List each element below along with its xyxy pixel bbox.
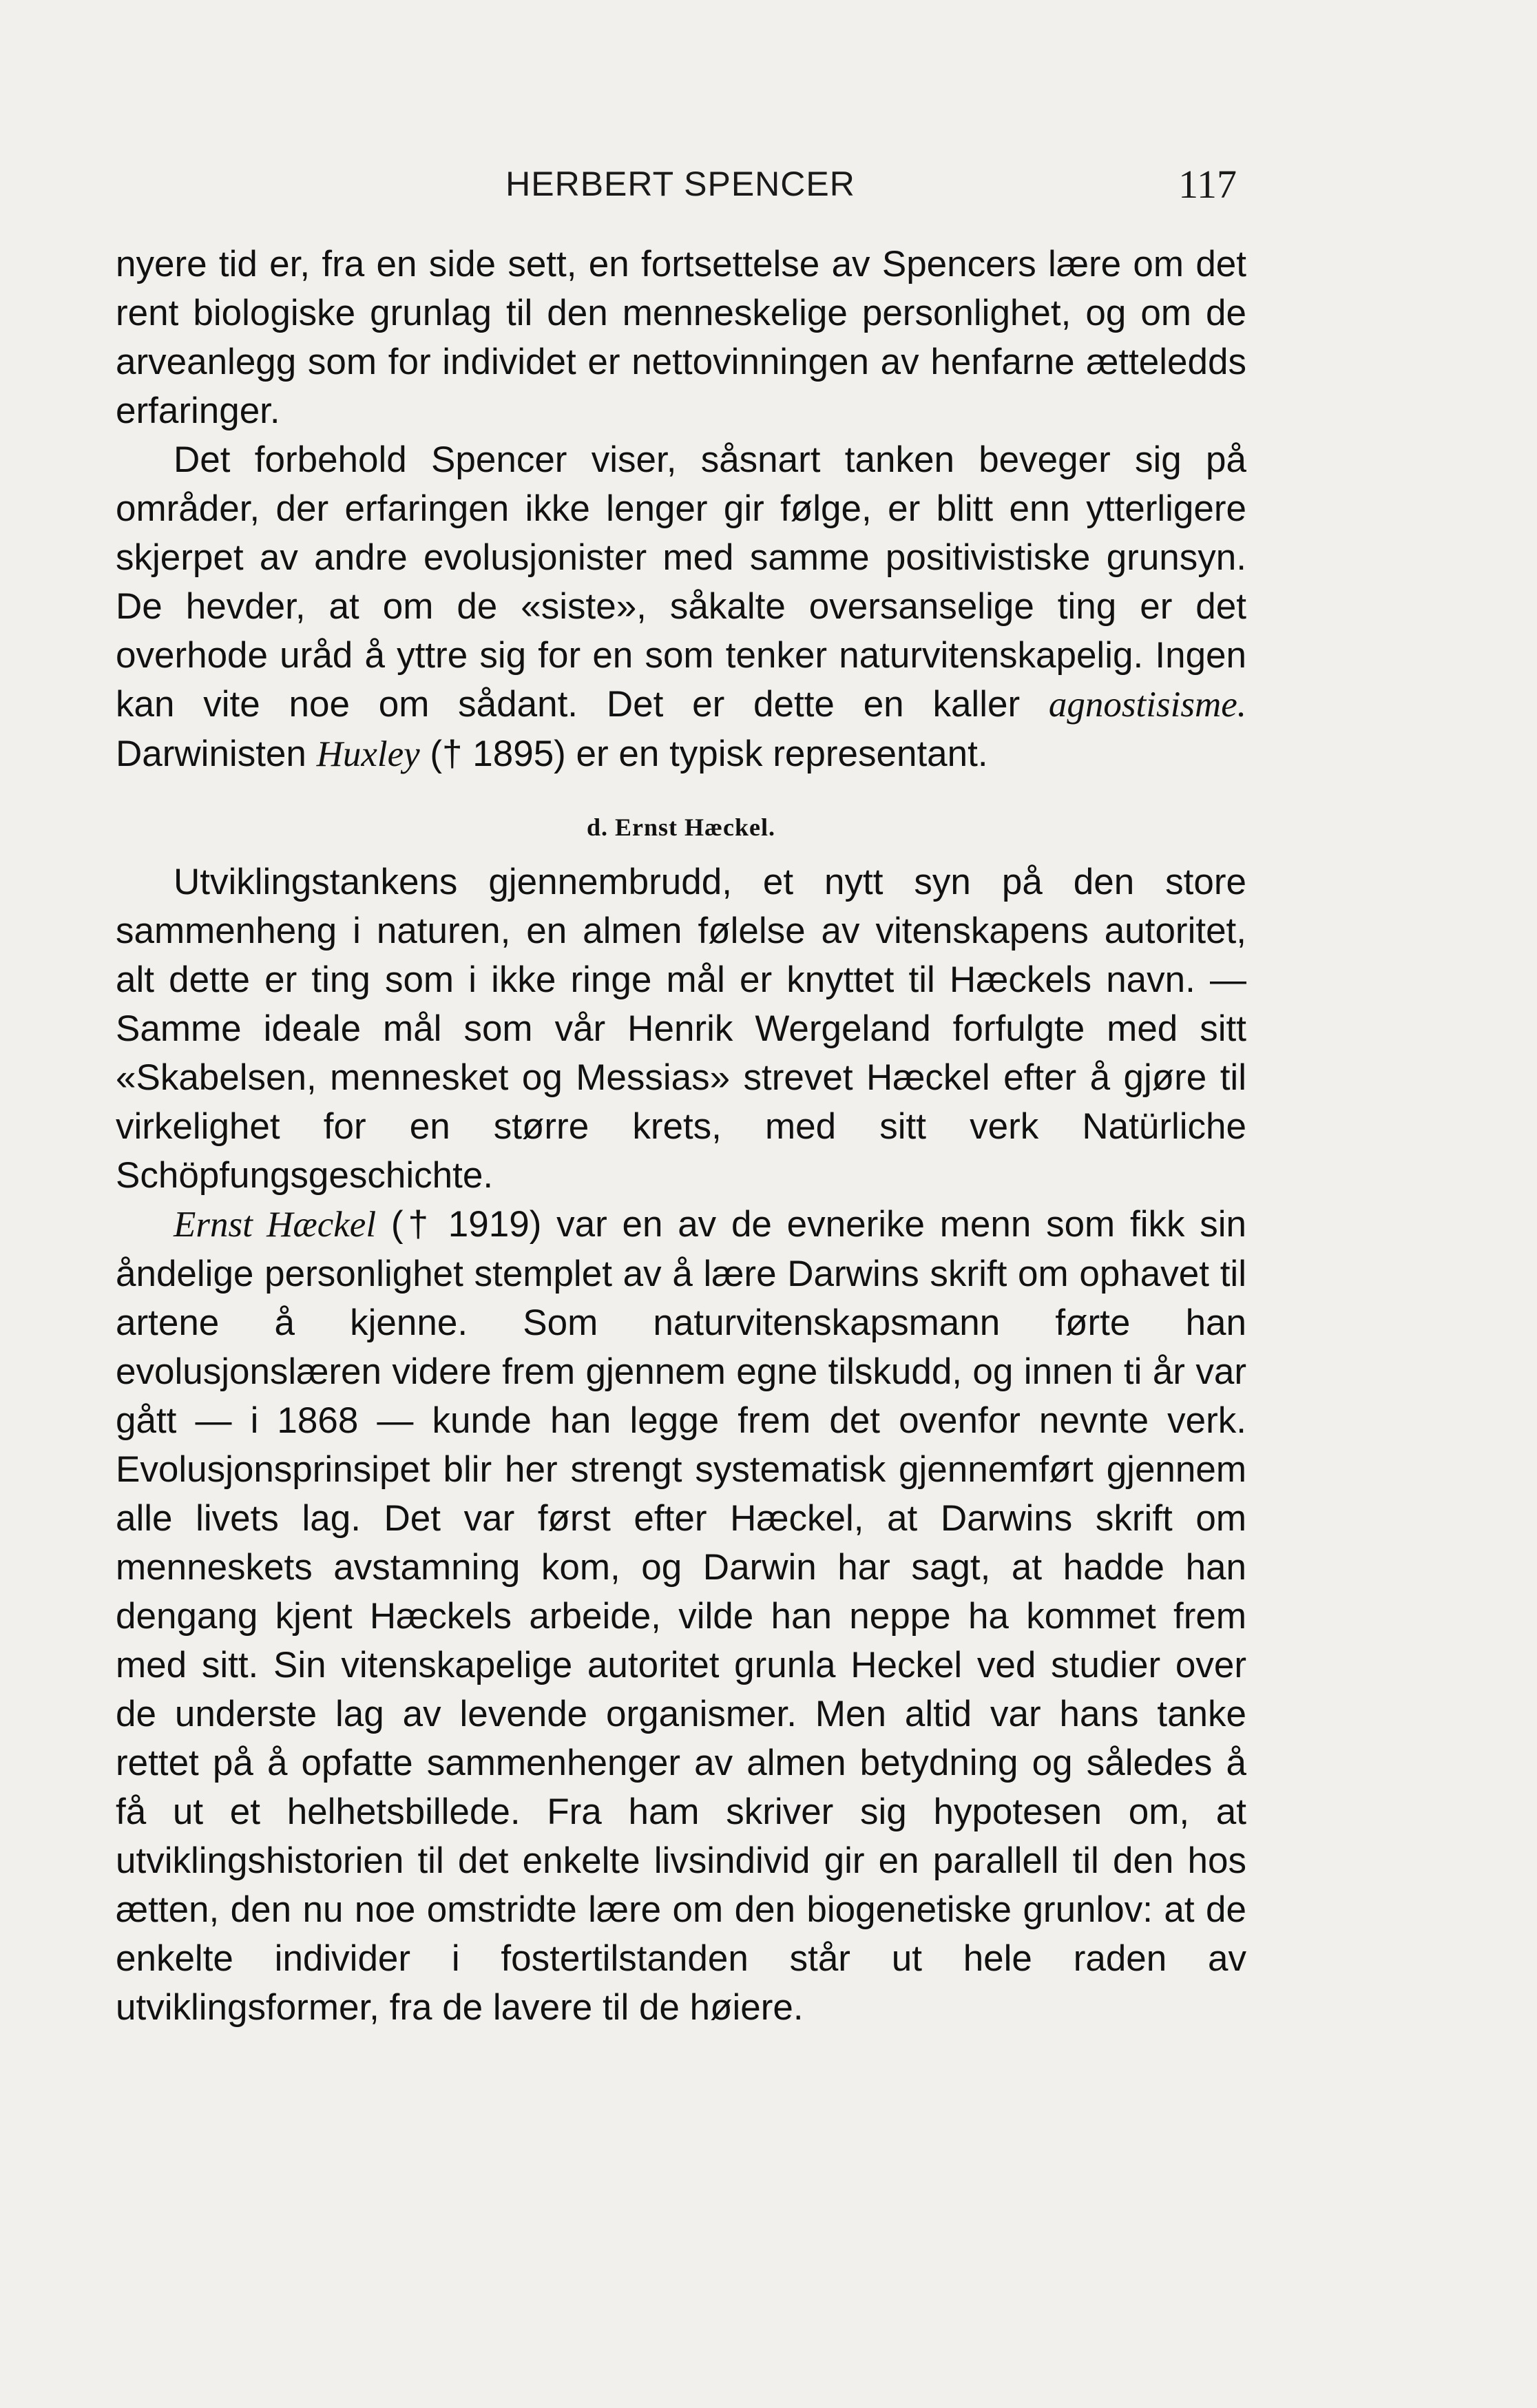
paragraph-2-text-middle: Darwinisten xyxy=(116,734,317,774)
paragraph-1-text: nyere tid er, fra en side sett, en fortsettelse av Spencers lære om det rent biologiske grunlag til den menneskelige personlighet, og om de arveanlegg som for individet er nettovinningen av henfarne ætteledds erfaringer. xyxy=(116,244,1246,431)
term-agnosticism: agnostisisme. xyxy=(1048,685,1246,725)
section-heading: d. Ernst Hæckel. xyxy=(586,813,775,841)
page-number: 117 xyxy=(1178,162,1237,207)
paragraph-2-text-end: († 1895) er en typisk representant. xyxy=(419,734,988,774)
name-ernst-haeckel: Ernst Hæckel xyxy=(174,1205,377,1245)
body-text xyxy=(116,240,1246,2032)
page-header xyxy=(116,157,1245,212)
paragraph-4-text: († 1919) var en av de evnerike menn som fikk sin åndelige personlighet stemplet av å lære Darwins skrift om ophavet til artene å kjenne. Som naturvitenskapsmann førte han evolusjonslæren videre frem gjennem egne tilskudd, og innen ti år var gått — i 1868 — kunde han legge frem det ovenfor nevnte verk. Evolusjonsprinsipet blir her strengt systematisk gjennemført gjennem alle livets lag. Det var først efter Hæckel, at Darwins skrift om menneskets avstamning kom, og Darwin har sagt, at hadde han dengang kjent Hæckels arbeide, vilde han neppe ha kommet frem med sitt. Sin vitenskapelige autoritet grunla Heckel ved studier over de underste lag av levende organismer. Men altid var hans tanke rettet på å opfatte sammenhenger av almen betydning og således å få ut et helhetsbillede. Fra ham skriver sig hypotesen om, at utviklingshistorien til det enkelte livsindivid gir en parallell til den hos ætten, den nu noe omstridte lære om den biogenetiske grunlov: at de enkelte individer i fostertilstanden står ut hele raden av utviklingsformer, fra de lavere til de høiere. xyxy=(116,1204,1246,2028)
paragraph-4 xyxy=(116,1200,1246,2032)
running-title: HERBERT SPENCER xyxy=(505,165,855,203)
paragraph-3 xyxy=(116,858,1246,1200)
paragraph-2 xyxy=(116,435,1246,779)
name-huxley: Huxley xyxy=(316,734,420,774)
paragraph-2-text-start: Det forbehold Spencer viser, såsnart tanken beveger sig på områder, der erfaringen ikke lenger gir følge, er blitt enn ytterligere skjerpet av andre evolusjonister med samme positivistiske grunsyn. De hevder, at om de «siste», såkalte oversanselige ting er det overhode uråd å yttre sig for en som tenker naturvitenskapelig. Ingen kan vite noe om sådant. Det er dette en kaller xyxy=(116,439,1246,725)
paragraph-3-text: Utviklingstankens gjennembrudd, et nytt syn på den store sammenheng i naturen, en almen følelse av vitenskapens autoritet, alt dette er ting som i ikke ringe mål er knyttet til Hæckels navn. — Samme ideale mål som vår Henrik Wergeland forfulgte med sitt «Skabelsen, mennesket og Messias» strevet Hæckel efter å gjøre til virkelighet for en større krets, med sitt verk Natürliche Schöpfungsgeschichte. xyxy=(116,862,1246,1196)
paragraph-1 xyxy=(116,240,1246,435)
